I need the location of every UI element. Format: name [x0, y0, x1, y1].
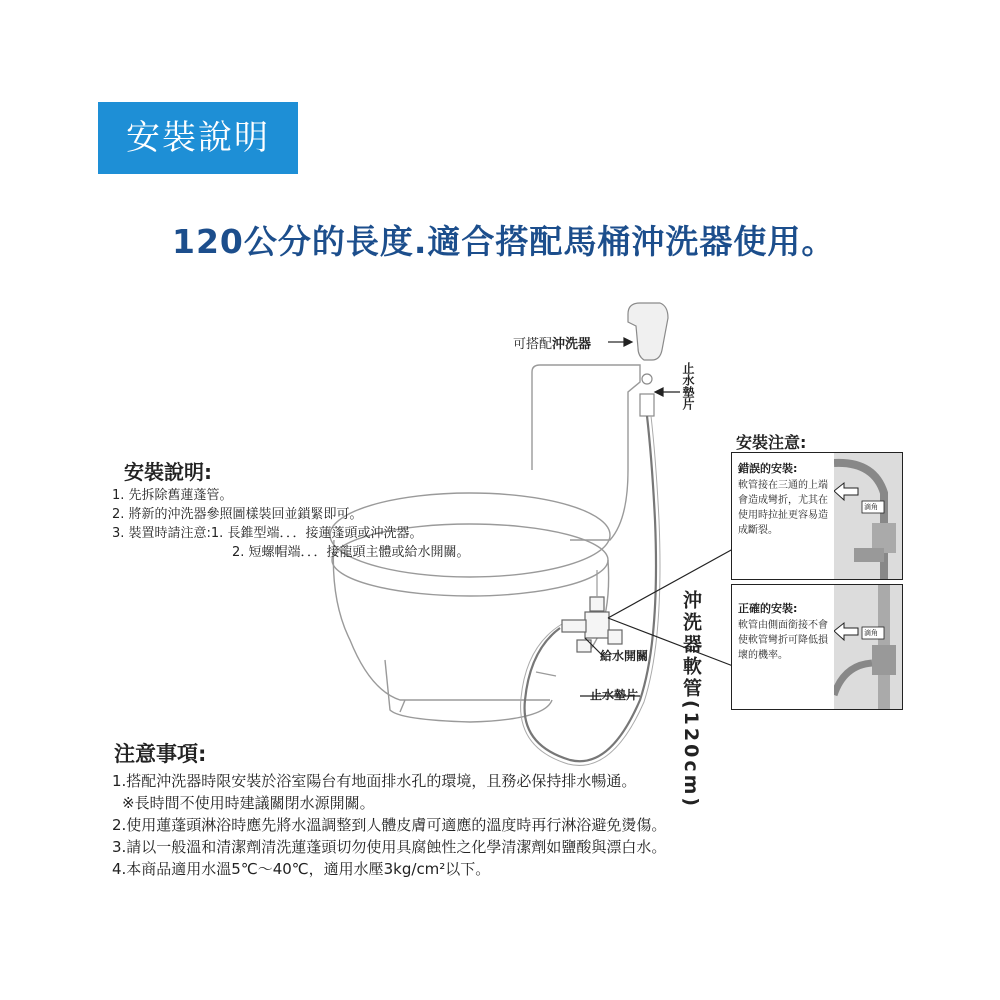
right-install-body: 軟管由側面銜接不會使軟管彎折可降低損壞的機率。	[738, 620, 828, 661]
wrong-install-heading: 錯誤的安裝:	[738, 462, 798, 475]
caution-list	[112, 770, 666, 880]
instructions-list	[112, 486, 470, 562]
instruction-item: 2. 將新的沖洗器參照圖樣裝回並鎖緊即可。	[112, 507, 363, 522]
washer-bottom-label: 止水墊片	[590, 688, 639, 702]
valve-assembly-icon	[562, 570, 622, 652]
wrong-install-tag: 滴角	[864, 503, 878, 511]
instruction-item: 1. 先拆除舊蓮蓬管。	[112, 488, 233, 503]
section-badge: 安裝說明	[98, 102, 298, 174]
install-notes-title: 安裝注意:	[736, 433, 807, 452]
caution-item: 2.使用蓮蓬頭淋浴時應先將水溫調整到人體皮膚可適應的溫度時再行淋浴避免燙傷。	[112, 816, 667, 834]
bidet-label: 可搭配沖洗器	[513, 337, 592, 352]
right-install-panel	[731, 584, 903, 710]
wrong-install-panel	[731, 452, 903, 580]
right-install-heading: 正確的安裝:	[738, 602, 798, 615]
wrong-install-body: 軟管接在三通的上端會造成彎折，尤其在使用時拉扯更容易造成斷裂。	[738, 480, 828, 536]
caution-item: 3.請以一般溫和清潔劑清洗蓮蓬頭切勿使用具腐蝕性之化學清潔劑如鹽酸與漂白水。	[112, 838, 667, 856]
right-install-photo	[834, 585, 902, 709]
page-headline: 120公分的長度.適合搭配馬桶沖洗器使用。	[172, 222, 836, 261]
instruction-item: 3. 裝置時請注意:1. 長錐型端．．．接蓮蓬頭或沖洗器。	[112, 526, 423, 541]
valve-label: 給水開關	[600, 649, 649, 663]
instruction-item: 2. 短螺帽端．．．接龍頭主體或給水開關。	[232, 545, 470, 560]
caution-note: ※長時間不使用時建議關閉水源開關。	[122, 794, 375, 812]
washer-top-label: 止水墊片	[681, 362, 695, 410]
right-install-tag: 滴角	[864, 629, 878, 637]
hose-label: 沖洗器軟管(120cm)	[680, 590, 702, 810]
caution-item: 1.搭配沖洗器時限安裝於浴室陽台有地面排水孔的環境，且務必保持排水暢通。	[112, 772, 637, 790]
bidet-sprayer-icon	[628, 303, 668, 416]
instructions-title: 安裝說明:	[124, 460, 212, 484]
caution-title: 注意事項:	[114, 742, 207, 766]
wrong-install-photo	[834, 453, 902, 579]
caution-item: 4.本商品適用水溫5℃～40℃，適用水壓3kg/cm²以下。	[112, 860, 491, 878]
